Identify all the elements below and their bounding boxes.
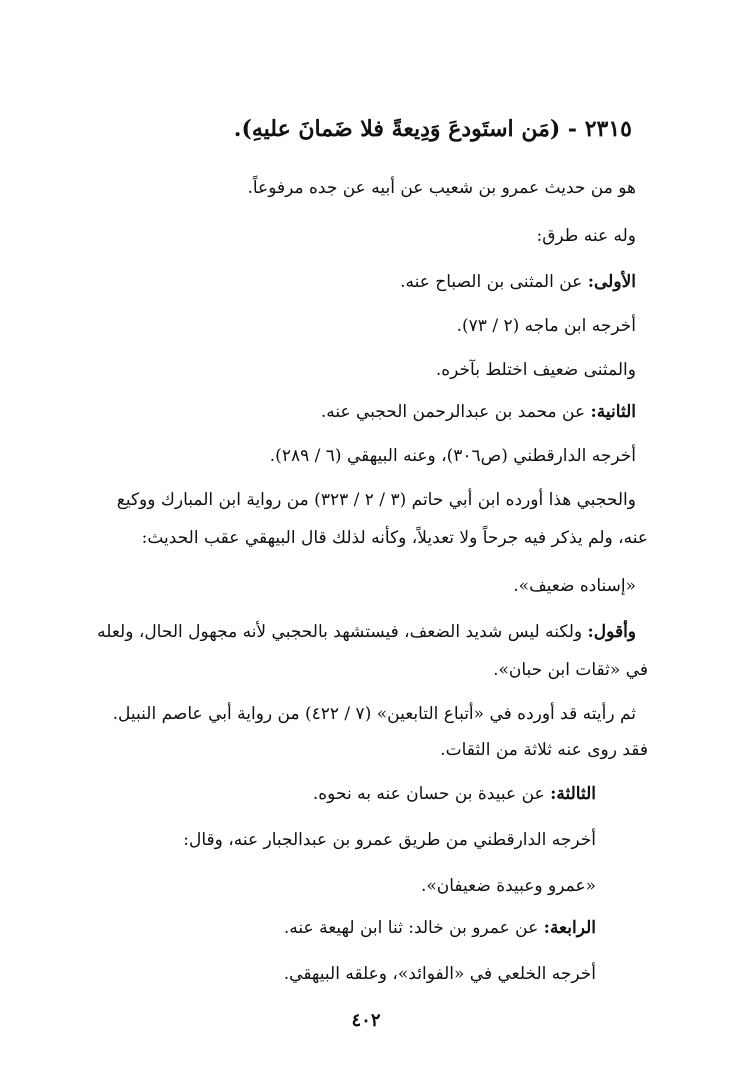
fourth-path-label: الرابعة: (543, 918, 596, 938)
third-path-label: الثالثة: (550, 784, 596, 804)
fourth-source: أخرجه الخلعي في «الفوائد»، وعلقه البيهقي. (283, 964, 596, 984)
first-path (400, 268, 636, 296)
third-path (313, 780, 596, 808)
hajabi-line-2: عنه، ولم يذكر فيه جرحاً ولا تعديلاً، وكأنه لذلك قال البيهقي عقب الحديث: (141, 528, 648, 548)
first-path-label: الأولى: (587, 272, 636, 292)
tabi-line-2: فقد روى عنه ثلاثة من الثقات. (440, 740, 648, 760)
aqul-paragraph (97, 618, 636, 646)
tabi-line-1: ثم رأيته قد أورده في «أتباع التابعين» (٧ / ٤٢٢) من رواية أبي عاصم النبيل. (112, 704, 636, 724)
third-quote: «عمرو وعبيدة ضعيفان». (420, 876, 596, 896)
third-source: أخرجه الدارقطني من طريق عمرو بن عبدالجبار عنه، وقال: (183, 830, 596, 850)
fourth-path (284, 914, 596, 942)
second-path (321, 398, 636, 426)
aqul-line-1: ولكنه ليس شديد الضعف، فيستشهد بالحجبي لأنه مجهول الحال، ولعله (97, 622, 583, 642)
second-source: أخرجه الدارقطني (ص٣٠٦)، وعنه البيهقي (٦ / ٢٨٩). (269, 446, 636, 466)
hajabi-line-1: والحجبي هذا أورده ابن أبي حاتم (٣ / ٢ / ٣٢٣) من رواية ابن المبارك ووكيع (116, 490, 636, 510)
first-note: والمثنى ضعيف اختلط بآخره. (435, 360, 636, 380)
third-path-text: عن عبيدة بن حسان عنه به نحوه. (312, 784, 545, 804)
aqul-line-2: في «ثقات ابن حبان». (493, 660, 648, 680)
page-number: ٤٠٢ (351, 1010, 381, 1031)
fourth-path-text: عن عمرو بن خالد: ثنا ابن لهيعة عنه. (283, 918, 539, 938)
paths-intro: وله عنه طرق: (536, 226, 636, 246)
first-path-text: عن المثنى بن الصباح عنه. (400, 272, 583, 292)
isnad-quote: «إسناده ضعيف». (513, 576, 636, 596)
first-source: أخرجه ابن ماجه (٢ / ٧٣). (456, 316, 636, 336)
intro-text: هو من حديث عمرو بن شعيب عن أبيه عن جده مرفوعاً. (247, 178, 636, 198)
second-path-text: عن محمد بن عبدالرحمن الحجبي عنه. (320, 402, 586, 422)
hadith-title: ٢٣١٥ - (مَن استَودعَ وَدِيعةً فلا ضَمانَ عليهِ). (233, 116, 632, 142)
aqul-label: وأقول: (587, 622, 636, 642)
second-path-label: الثانية: (590, 402, 636, 422)
